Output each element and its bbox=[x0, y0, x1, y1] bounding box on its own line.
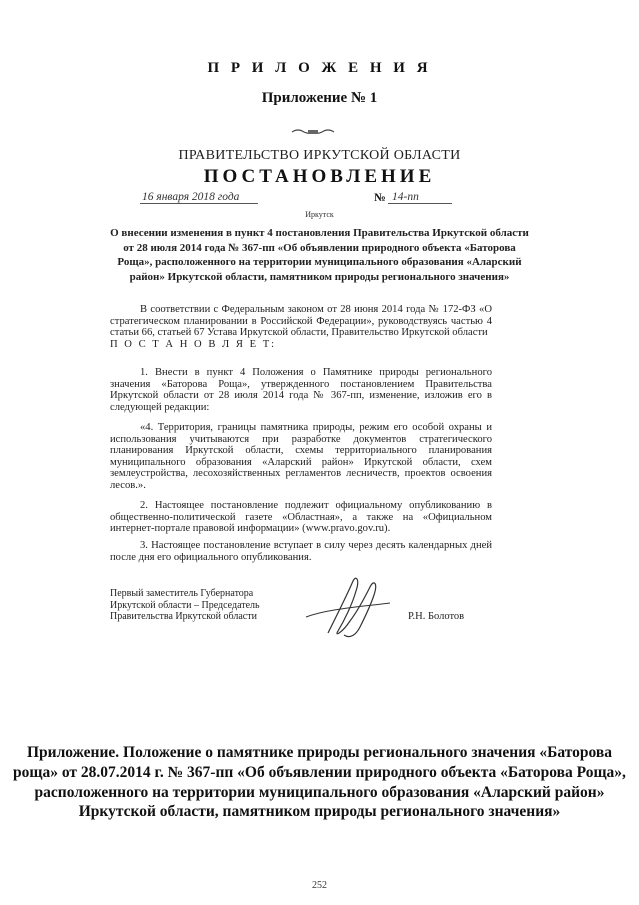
document-type: ПОСТАНОВЛЕНИЕ bbox=[203, 166, 436, 187]
item-1 bbox=[110, 367, 492, 413]
decree-number: 14-пп bbox=[392, 191, 419, 203]
signatory-name: Р.Н. Болотов bbox=[408, 611, 465, 622]
decree-date: 16 января 2018 года bbox=[142, 191, 240, 203]
number-sign: № bbox=[374, 192, 386, 204]
city: Иркутск bbox=[305, 210, 334, 219]
item-2-text: 2. Настоящее постановление подлежит официальному опубликованию в общественно-политической газете «Областная», а также на «Официальном интернет-портале правовой информации» (www.pravo.gov.ru). bbox=[110, 500, 492, 535]
item-1-text: 1. Внести в пункт 4 Положения о Памятнике природы регионального значения «Баторова Роща», утвержденного постановлением Правительства Иркутской области от 28 июля 2014 года № 367-пп, изменение, изложив его в следующей редакции: bbox=[110, 367, 492, 413]
item-3 bbox=[110, 540, 492, 563]
appendix-caption: Приложение. Положение о памятнике природы регионального значения «Баторова роща» от 28.07.2014 г. № 367-пп «Об объявлении природного объекта «Баторова Роща», расположенного на территории муниципального образования «Аларский район» Иркутской области, памятником природы регионального значения» bbox=[13, 744, 626, 821]
date-underline bbox=[140, 203, 258, 204]
signatory-line-2: Иркутской области – Председатель bbox=[110, 599, 260, 611]
handwritten-signature bbox=[298, 573, 398, 643]
decree-title: О внесении изменения в пункт 4 постановления Правительства Иркутской области от 28 июля 2014 года № 367-пп «Об объявлении природного объекта «Баторова Роща», расположенного на территории муниципального образования «Аларский район» Иркутской области, памятником природы регионального значения» bbox=[110, 227, 529, 283]
signatory-line-1: Первый заместитель Губернатора bbox=[110, 588, 254, 599]
emblem-icon bbox=[290, 128, 336, 136]
item-1-quote bbox=[110, 422, 492, 492]
page-number: 252 bbox=[312, 880, 327, 891]
preamble: В соответствии с Федеральным законом от 28 июня 2014 года № 172-ФЗ «О стратегическом планировании в Российской Федерации», руководствуясь частью 4 статьи 66, статьей 67 Устава Иркутской области, Правительство Иркутской области bbox=[110, 304, 492, 339]
signatory-line-3: Правительства Иркутской области bbox=[110, 611, 257, 622]
item-3-text: 3. Настоящее постановление вступает в силу через десять календарных дней после дня его официального опубликования. bbox=[110, 540, 492, 563]
resolves-heading: П О С Т А Н О В Л Я Е Т: bbox=[110, 338, 277, 350]
appendix-heading: П Р И Л О Ж Е Н И Я bbox=[207, 60, 432, 76]
item-1-quote-text: «4. Территория, границы памятника природы, режим его особой охраны и использования учитываются при разработке документов стратегического планирования Иркутской области, схемы территориального планирования муниципального образования «Аларский район» Иркутской области, схем землеустройства, лесохозяйственных регламентов лесничеств, проектов освоения лесов.». bbox=[110, 422, 492, 491]
government-name: ПРАВИТЕЛЬСТВО ИРКУТСКОЙ ОБЛАСТИ bbox=[178, 148, 461, 163]
number-underline bbox=[388, 203, 452, 204]
item-2 bbox=[110, 500, 492, 535]
decree-body bbox=[110, 304, 492, 350]
appendix-number: Приложение № 1 bbox=[261, 90, 378, 106]
